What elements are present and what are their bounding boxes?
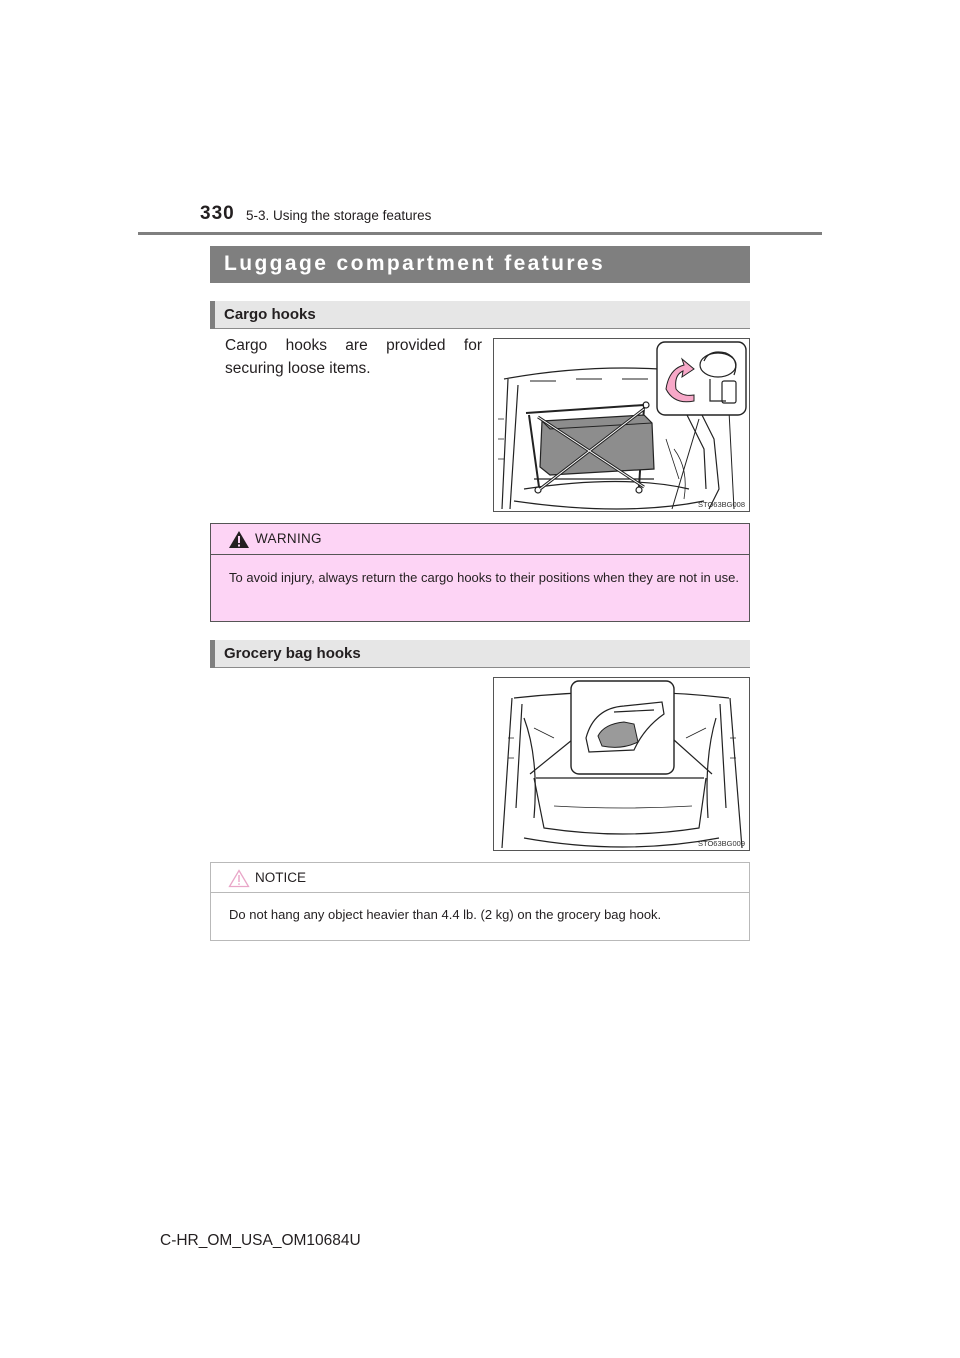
notice-label: NOTICE [255, 870, 307, 885]
section-title: Luggage compartment features [224, 252, 606, 275]
cargo-hooks-illustration [493, 338, 750, 512]
cargo-area-drawing [494, 339, 749, 511]
header-rule [138, 232, 822, 235]
warning-label: WARNING [255, 531, 322, 546]
cargo-hooks-heading: Cargo hooks [224, 306, 316, 323]
grocery-bag-hooks-heading: Grocery bag hooks [224, 645, 361, 662]
grocery-bag-hooks-heading-bar [210, 640, 750, 668]
section-title-bar [210, 246, 750, 283]
notice-box [210, 862, 750, 941]
notice-triangle-icon [228, 869, 250, 888]
page-number: 330 [200, 203, 235, 224]
figure-code: STO63BG009 [698, 839, 745, 848]
warning-box [210, 523, 750, 622]
figure-code: STO63BG008 [698, 500, 745, 509]
cargo-hooks-description: Cargo hooks are provided for securing loose items. [225, 337, 482, 377]
grocery-bag-hooks-illustration [493, 677, 750, 851]
grocery-hook-drawing [494, 678, 749, 850]
notice-text: Do not hang any object heavier than 4.4 lb. (2 kg) on the grocery bag hook. [229, 907, 662, 922]
cargo-hooks-heading-bar [210, 301, 750, 329]
section-reference: 5-3. Using the storage features [246, 208, 432, 223]
footer-document-id: C-HR_OM_USA_OM10684U [160, 1232, 361, 1249]
warning-text: To avoid injury, always return the cargo hooks to their positions when they are not in use. [229, 570, 739, 585]
warning-triangle-icon [228, 530, 250, 549]
